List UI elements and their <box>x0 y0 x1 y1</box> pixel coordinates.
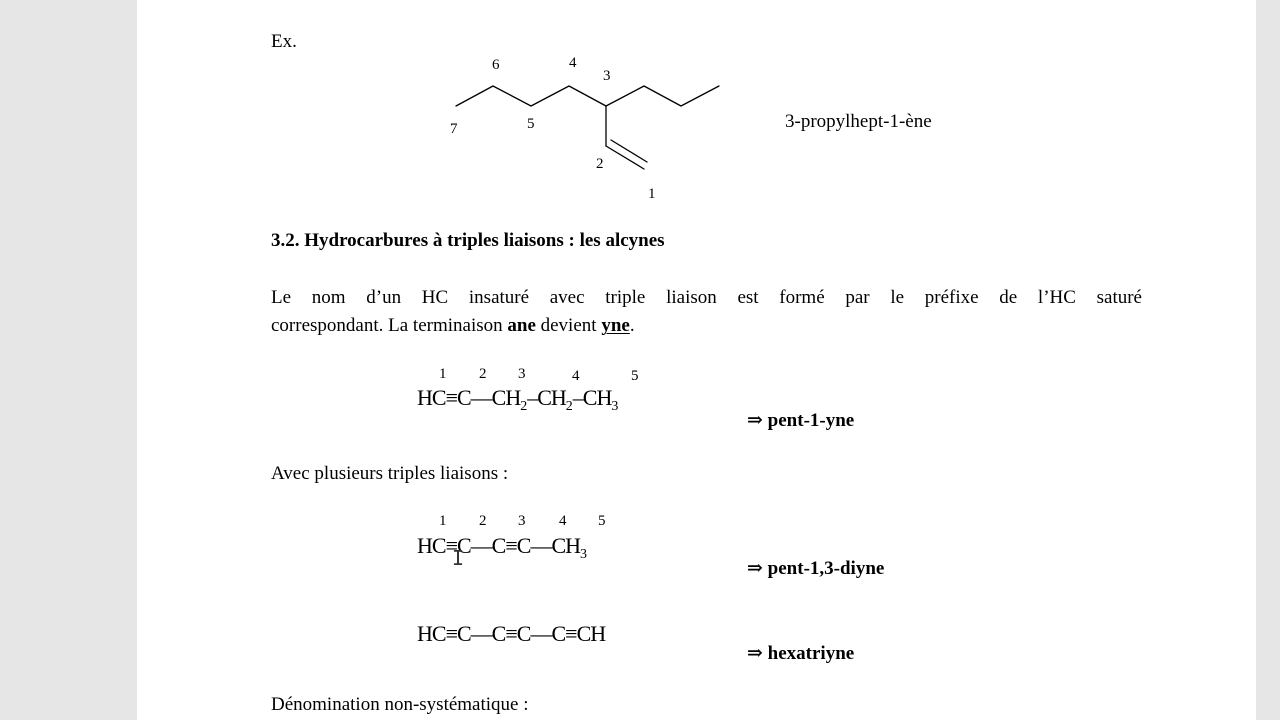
carbon-number-1: 1 <box>648 186 656 202</box>
triple-bond: ≡ <box>445 621 457 646</box>
document-page <box>137 0 1256 720</box>
result-pent-1-yne: ⇒ pent-1-yne <box>747 410 855 431</box>
implies-arrow: ⇒ <box>747 558 763 579</box>
nonsystematic-naming-heading: Dénomination non-systématique : <box>271 694 529 715</box>
example-label: Ex. <box>271 31 297 52</box>
result-hexatriyne: ⇒ hexatriyne <box>747 643 855 664</box>
formula-pent-1-3-diyne: $HC\equiv C—C\equiv C—CH_3$ <box>417 533 588 562</box>
section-heading-alkynes: 3.2. Hydrocarbures à triples liaisons : les alcynes <box>271 230 665 251</box>
single-bond: – <box>572 385 583 410</box>
ending-ane: ane <box>507 315 536 336</box>
bond-c2-c1-double <box>611 140 647 162</box>
text-cursor-icon: I <box>452 546 465 570</box>
triple-bond: ≡ <box>505 621 517 646</box>
triple-bond: ≡ <box>445 533 457 558</box>
single-bond: — <box>530 533 552 558</box>
carbon-number-7: 7 <box>450 121 458 137</box>
paragraph-line-2-middle: devient <box>535 315 602 336</box>
carbon-number-4: 4 <box>569 55 577 71</box>
single-bond: — <box>470 385 492 410</box>
formula1-number-3: 3 <box>518 366 526 382</box>
carbon-number-5: 5 <box>527 116 535 132</box>
formula1-number-2: 2 <box>479 366 487 382</box>
ending-yne: yne <box>601 315 630 336</box>
main-chain-bonds <box>456 86 606 106</box>
formula2-number-5: 5 <box>598 513 606 529</box>
bond-c2-c1 <box>606 146 644 169</box>
skeletal-structure-propylheptene <box>137 0 1256 220</box>
multiple-triple-bonds-intro: Avec plusieurs triples liaisons : <box>271 463 509 484</box>
formula-pent-1-yne: $HC\equiv C—CH_2-CH_2-CH_3$ <box>417 385 619 414</box>
single-bond: — <box>470 621 492 646</box>
paragraph-line-2-prefix: correspondant. La terminaison <box>271 315 508 336</box>
single-bond: — <box>470 533 492 558</box>
formula-hexatriyne: HC≡C—C≡C—C≡CH <box>417 621 606 646</box>
propyl-chain-bonds <box>606 86 719 106</box>
single-bond: — <box>530 621 552 646</box>
single-bond: – <box>527 385 538 410</box>
formula2-number-2: 2 <box>479 513 487 529</box>
formula1-number-1: 1 <box>439 366 447 382</box>
paragraph-line-1: Le nom d’un HC insaturé avec triple liaison est formé par le préfixe de l’HC saturé <box>271 287 1142 308</box>
molecule-name-propylheptene: 3-propylhept-1-ène <box>785 111 932 132</box>
formula1-number-4: 4 <box>572 368 580 384</box>
implies-arrow: ⇒ <box>747 643 763 664</box>
formula1-number-5: 5 <box>631 368 639 384</box>
implies-arrow: ⇒ <box>747 410 763 431</box>
carbon-number-3: 3 <box>603 68 611 84</box>
triple-bond: ≡ <box>565 621 577 646</box>
carbon-number-6: 6 <box>492 57 500 73</box>
result-pent-1-3-diyne: ⇒ pent-1,3-diyne <box>747 558 885 579</box>
formula2-number-4: 4 <box>559 513 567 529</box>
formula2-number-3: 3 <box>518 513 526 529</box>
triple-bond: ≡ <box>505 533 517 558</box>
paragraph-line-2-suffix: . <box>629 315 635 336</box>
triple-bond: ≡ <box>445 385 457 410</box>
formula2-number-1: 1 <box>439 513 447 529</box>
carbon-number-2: 2 <box>596 156 604 172</box>
paragraph-line-2 <box>271 315 635 337</box>
